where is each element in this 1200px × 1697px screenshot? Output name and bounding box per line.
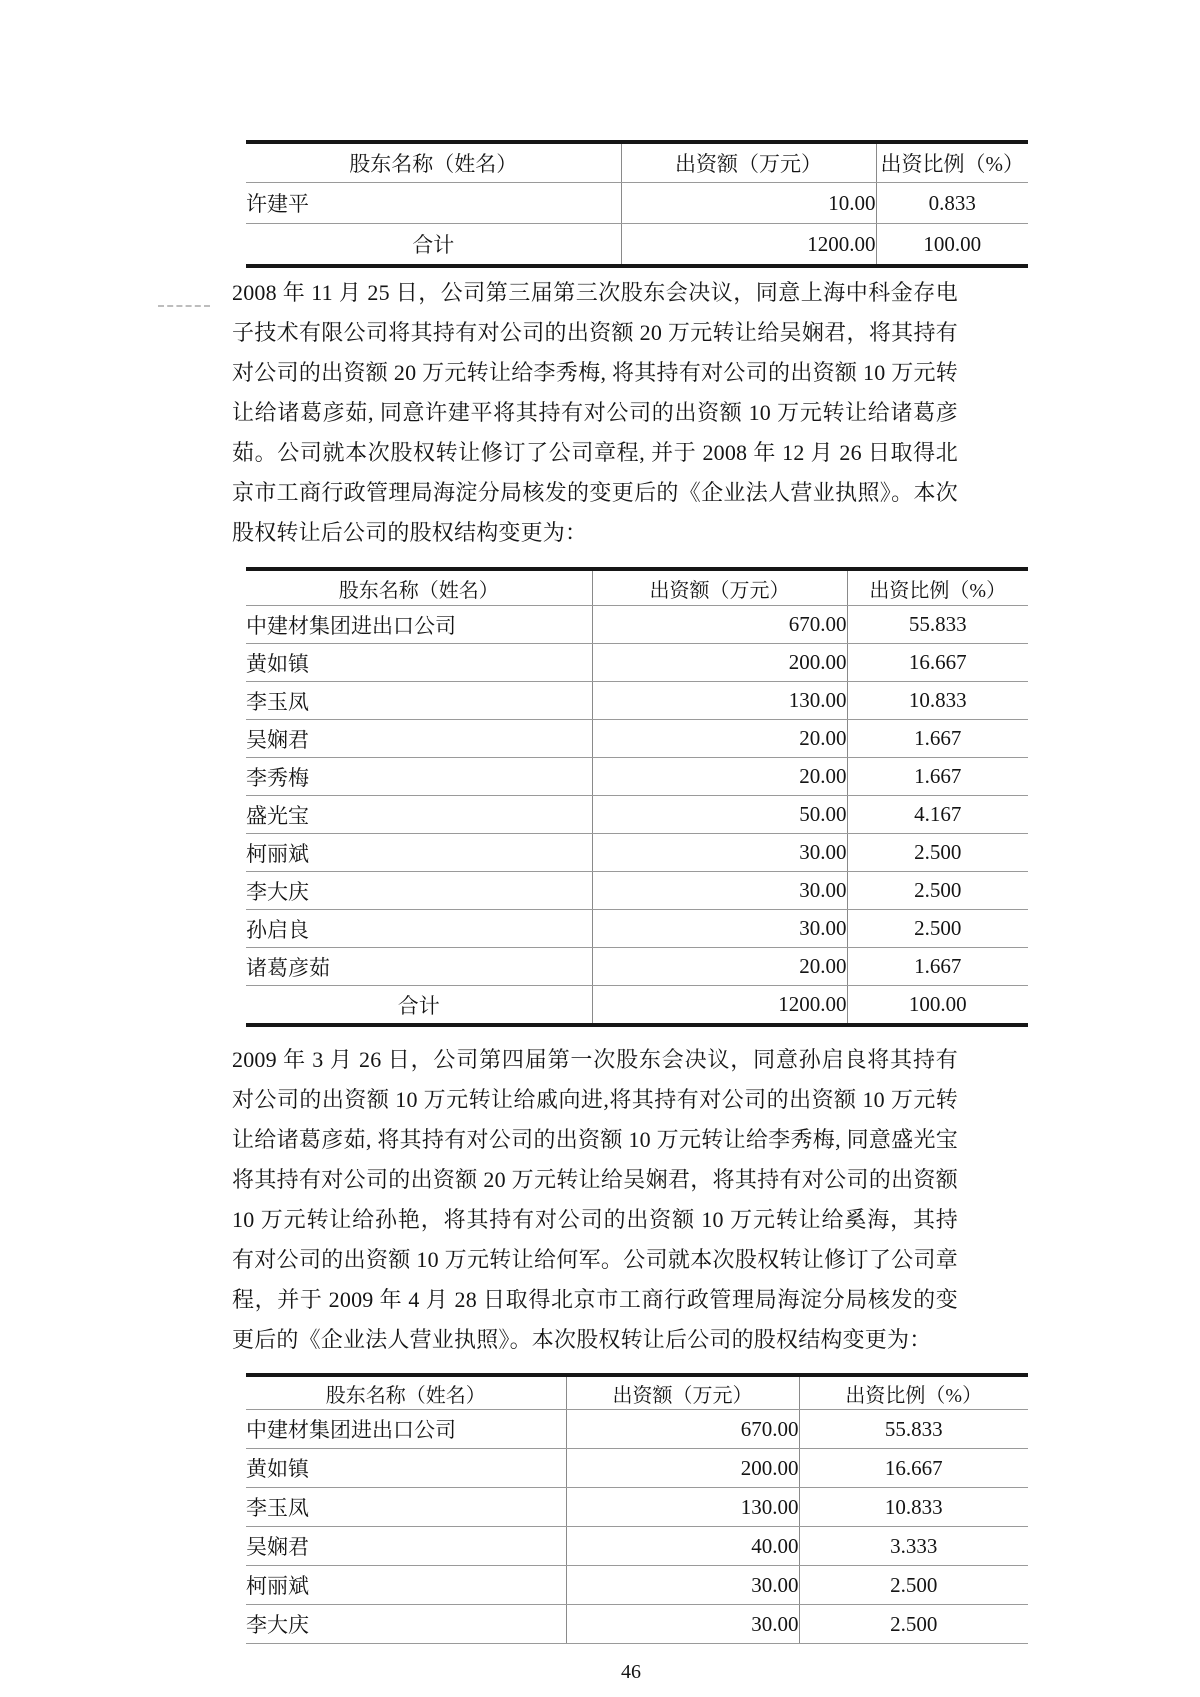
shareholder-table-1 <box>246 140 1028 268</box>
capital-ratio-cell: 2.500 <box>799 1605 1028 1644</box>
total-ratio-cell: 100.00 <box>847 986 1028 1026</box>
shareholder-name-cell: 黄如镇 <box>246 644 592 682</box>
capital-amount-cell: 30.00 <box>592 872 847 910</box>
capital-ratio-cell: 1.667 <box>847 758 1028 796</box>
shareholder-name-cell: 孙启良 <box>246 910 592 948</box>
total-row <box>246 986 1028 1026</box>
table-row <box>246 183 1028 224</box>
capital-amount-cell: 30.00 <box>592 910 847 948</box>
column-header-shareholder-name: 股东名称（姓名） <box>246 1375 566 1410</box>
capital-amount-cell: 30.00 <box>592 834 847 872</box>
capital-ratio-cell: 16.667 <box>799 1449 1028 1488</box>
total-amount-cell: 1200.00 <box>621 224 876 267</box>
capital-amount-cell: 20.00 <box>592 720 847 758</box>
capital-ratio-cell: 1.667 <box>847 720 1028 758</box>
table-row <box>246 1605 1028 1644</box>
table-row <box>246 1410 1028 1449</box>
column-header-capital-amount: 出资额（万元） <box>621 142 876 183</box>
table-row <box>246 1566 1028 1605</box>
shareholder-table-2 <box>246 567 1028 1027</box>
capital-amount-cell: 130.00 <box>566 1488 799 1527</box>
capital-ratio-cell: 2.500 <box>799 1566 1028 1605</box>
capital-amount-cell: 20.00 <box>592 758 847 796</box>
table-header-row <box>246 569 1028 606</box>
capital-ratio-cell: 1.667 <box>847 948 1028 986</box>
capital-amount-cell: 10.00 <box>621 183 876 224</box>
capital-amount-cell: 30.00 <box>566 1566 799 1605</box>
table-row <box>246 682 1028 720</box>
total-ratio-cell: 100.00 <box>876 224 1028 267</box>
shareholder-name-cell: 许建平 <box>246 183 621 224</box>
table-row <box>246 720 1028 758</box>
shareholder-name-cell: 中建材集团进出口公司 <box>246 1410 566 1449</box>
shareholder-name-cell: 诸葛彦茹 <box>246 948 592 986</box>
total-row <box>246 224 1028 267</box>
column-header-shareholder-name: 股东名称（姓名） <box>246 569 592 606</box>
shareholder-name-cell: 吴娴君 <box>246 720 592 758</box>
capital-amount-cell: 20.00 <box>592 948 847 986</box>
page-content <box>232 0 1030 1684</box>
shareholder-name-cell: 中建材集团进出口公司 <box>246 606 592 644</box>
capital-amount-cell: 30.00 <box>566 1605 799 1644</box>
table-row <box>246 834 1028 872</box>
shareholder-name-cell: 李秀梅 <box>246 758 592 796</box>
capital-ratio-cell: 3.333 <box>799 1527 1028 1566</box>
shareholder-name-cell: 李大庆 <box>246 872 592 910</box>
table-row <box>246 948 1028 986</box>
table-row <box>246 1488 1028 1527</box>
shareholder-name-cell: 柯丽斌 <box>246 1566 566 1605</box>
margin-dash-mark <box>158 305 210 307</box>
table-row <box>246 1449 1028 1488</box>
shareholder-name-cell: 李大庆 <box>246 1605 566 1644</box>
capital-amount-cell: 40.00 <box>566 1527 799 1566</box>
capital-ratio-cell: 0.833 <box>876 183 1028 224</box>
body-paragraph-2009: 2009 年 3 月 26 日，公司第四届第一次股东会决议，同意孙启良将其持有对公司的出资额 10 万元转让给戚向进,将其持有对公司的出资额 10 万元转让给诸葛彦茹, 将其持有对公司的出资额 10 万元转让给李秀梅, 同意盛光宝将其持有对公司的出资额 20 万元转让给吴娴君，将其持有对公司的出资额 10 万元转让给孙艳，将其持有对公司的出资额 10 万元转让给奚海，其持有对公司的出资额 10 万元转让给何军。公司就本次股权转让修订了公司章程，并于 2009 年 4 月 28 日取得北京市工商行政管理局海淀分局核发的变更后的《企业法人营业执照》。本次股权转让后公司的股权结构变更为： <box>232 1047 958 1352</box>
table-row <box>246 910 1028 948</box>
capital-ratio-cell: 55.833 <box>799 1410 1028 1449</box>
table-row <box>246 872 1028 910</box>
capital-ratio-cell: 2.500 <box>847 872 1028 910</box>
table-row <box>246 644 1028 682</box>
column-header-capital-amount: 出资额（万元） <box>566 1375 799 1410</box>
capital-amount-cell: 50.00 <box>592 796 847 834</box>
column-header-capital-amount: 出资额（万元） <box>592 569 847 606</box>
column-header-capital-ratio: 出资比例（%） <box>799 1375 1028 1410</box>
capital-ratio-cell: 2.500 <box>847 910 1028 948</box>
table-row <box>246 796 1028 834</box>
body-paragraph-2008: 2008 年 11 月 25 日，公司第三届第三次股东会决议，同意上海中科金存电子技术有限公司将其持有对公司的出资额 20 万元转让给吴娴君，将其持有对公司的出资额 20 万元转让给李秀梅, 将其持有对公司的出资额 10 万元转让给诸葛彦茹, 同意许建平将其持有对公司的出资额 10 万元转让给诸葛彦茹。公司就本次股权转让修订了公司章程, 并于 2008 年 12 月 26 日取得北京市工商行政管理局海淀分局核发的变更后的《企业法人营业执照》。本次股权转让后公司的股权结构变更为： <box>232 280 958 545</box>
column-header-capital-ratio: 出资比例（%） <box>847 569 1028 606</box>
capital-amount-cell: 200.00 <box>592 644 847 682</box>
total-label-cell: 合计 <box>397 993 440 1018</box>
shareholder-name-cell: 李玉凤 <box>246 1488 566 1527</box>
shareholder-name-cell: 吴娴君 <box>246 1527 566 1566</box>
capital-ratio-cell: 2.500 <box>847 834 1028 872</box>
capital-ratio-cell: 16.667 <box>847 644 1028 682</box>
capital-ratio-cell: 10.833 <box>847 682 1028 720</box>
total-amount-cell: 1200.00 <box>592 986 847 1026</box>
shareholder-name-cell: 李玉凤 <box>246 682 592 720</box>
shareholder-name-cell: 黄如镇 <box>246 1449 566 1488</box>
table-header-row <box>246 1375 1028 1410</box>
capital-ratio-cell: 10.833 <box>799 1488 1028 1527</box>
total-label-cell: 合计 <box>412 233 455 257</box>
column-header-capital-ratio: 出资比例（%） <box>876 142 1028 183</box>
capital-ratio-cell: 55.833 <box>847 606 1028 644</box>
table-row <box>246 606 1028 644</box>
shareholder-name-cell: 盛光宝 <box>246 796 592 834</box>
table-row <box>246 1527 1028 1566</box>
capital-amount-cell: 670.00 <box>566 1410 799 1449</box>
capital-amount-cell: 200.00 <box>566 1449 799 1488</box>
column-header-shareholder-name: 股东名称（姓名） <box>246 142 621 183</box>
capital-amount-cell: 130.00 <box>592 682 847 720</box>
capital-ratio-cell: 4.167 <box>847 796 1028 834</box>
shareholder-table-3 <box>246 1373 1028 1644</box>
table-header-row <box>246 142 1028 183</box>
table-row <box>246 758 1028 796</box>
capital-amount-cell: 670.00 <box>592 606 847 644</box>
shareholder-name-cell: 柯丽斌 <box>246 834 592 872</box>
page-number: 46 <box>621 1661 641 1683</box>
